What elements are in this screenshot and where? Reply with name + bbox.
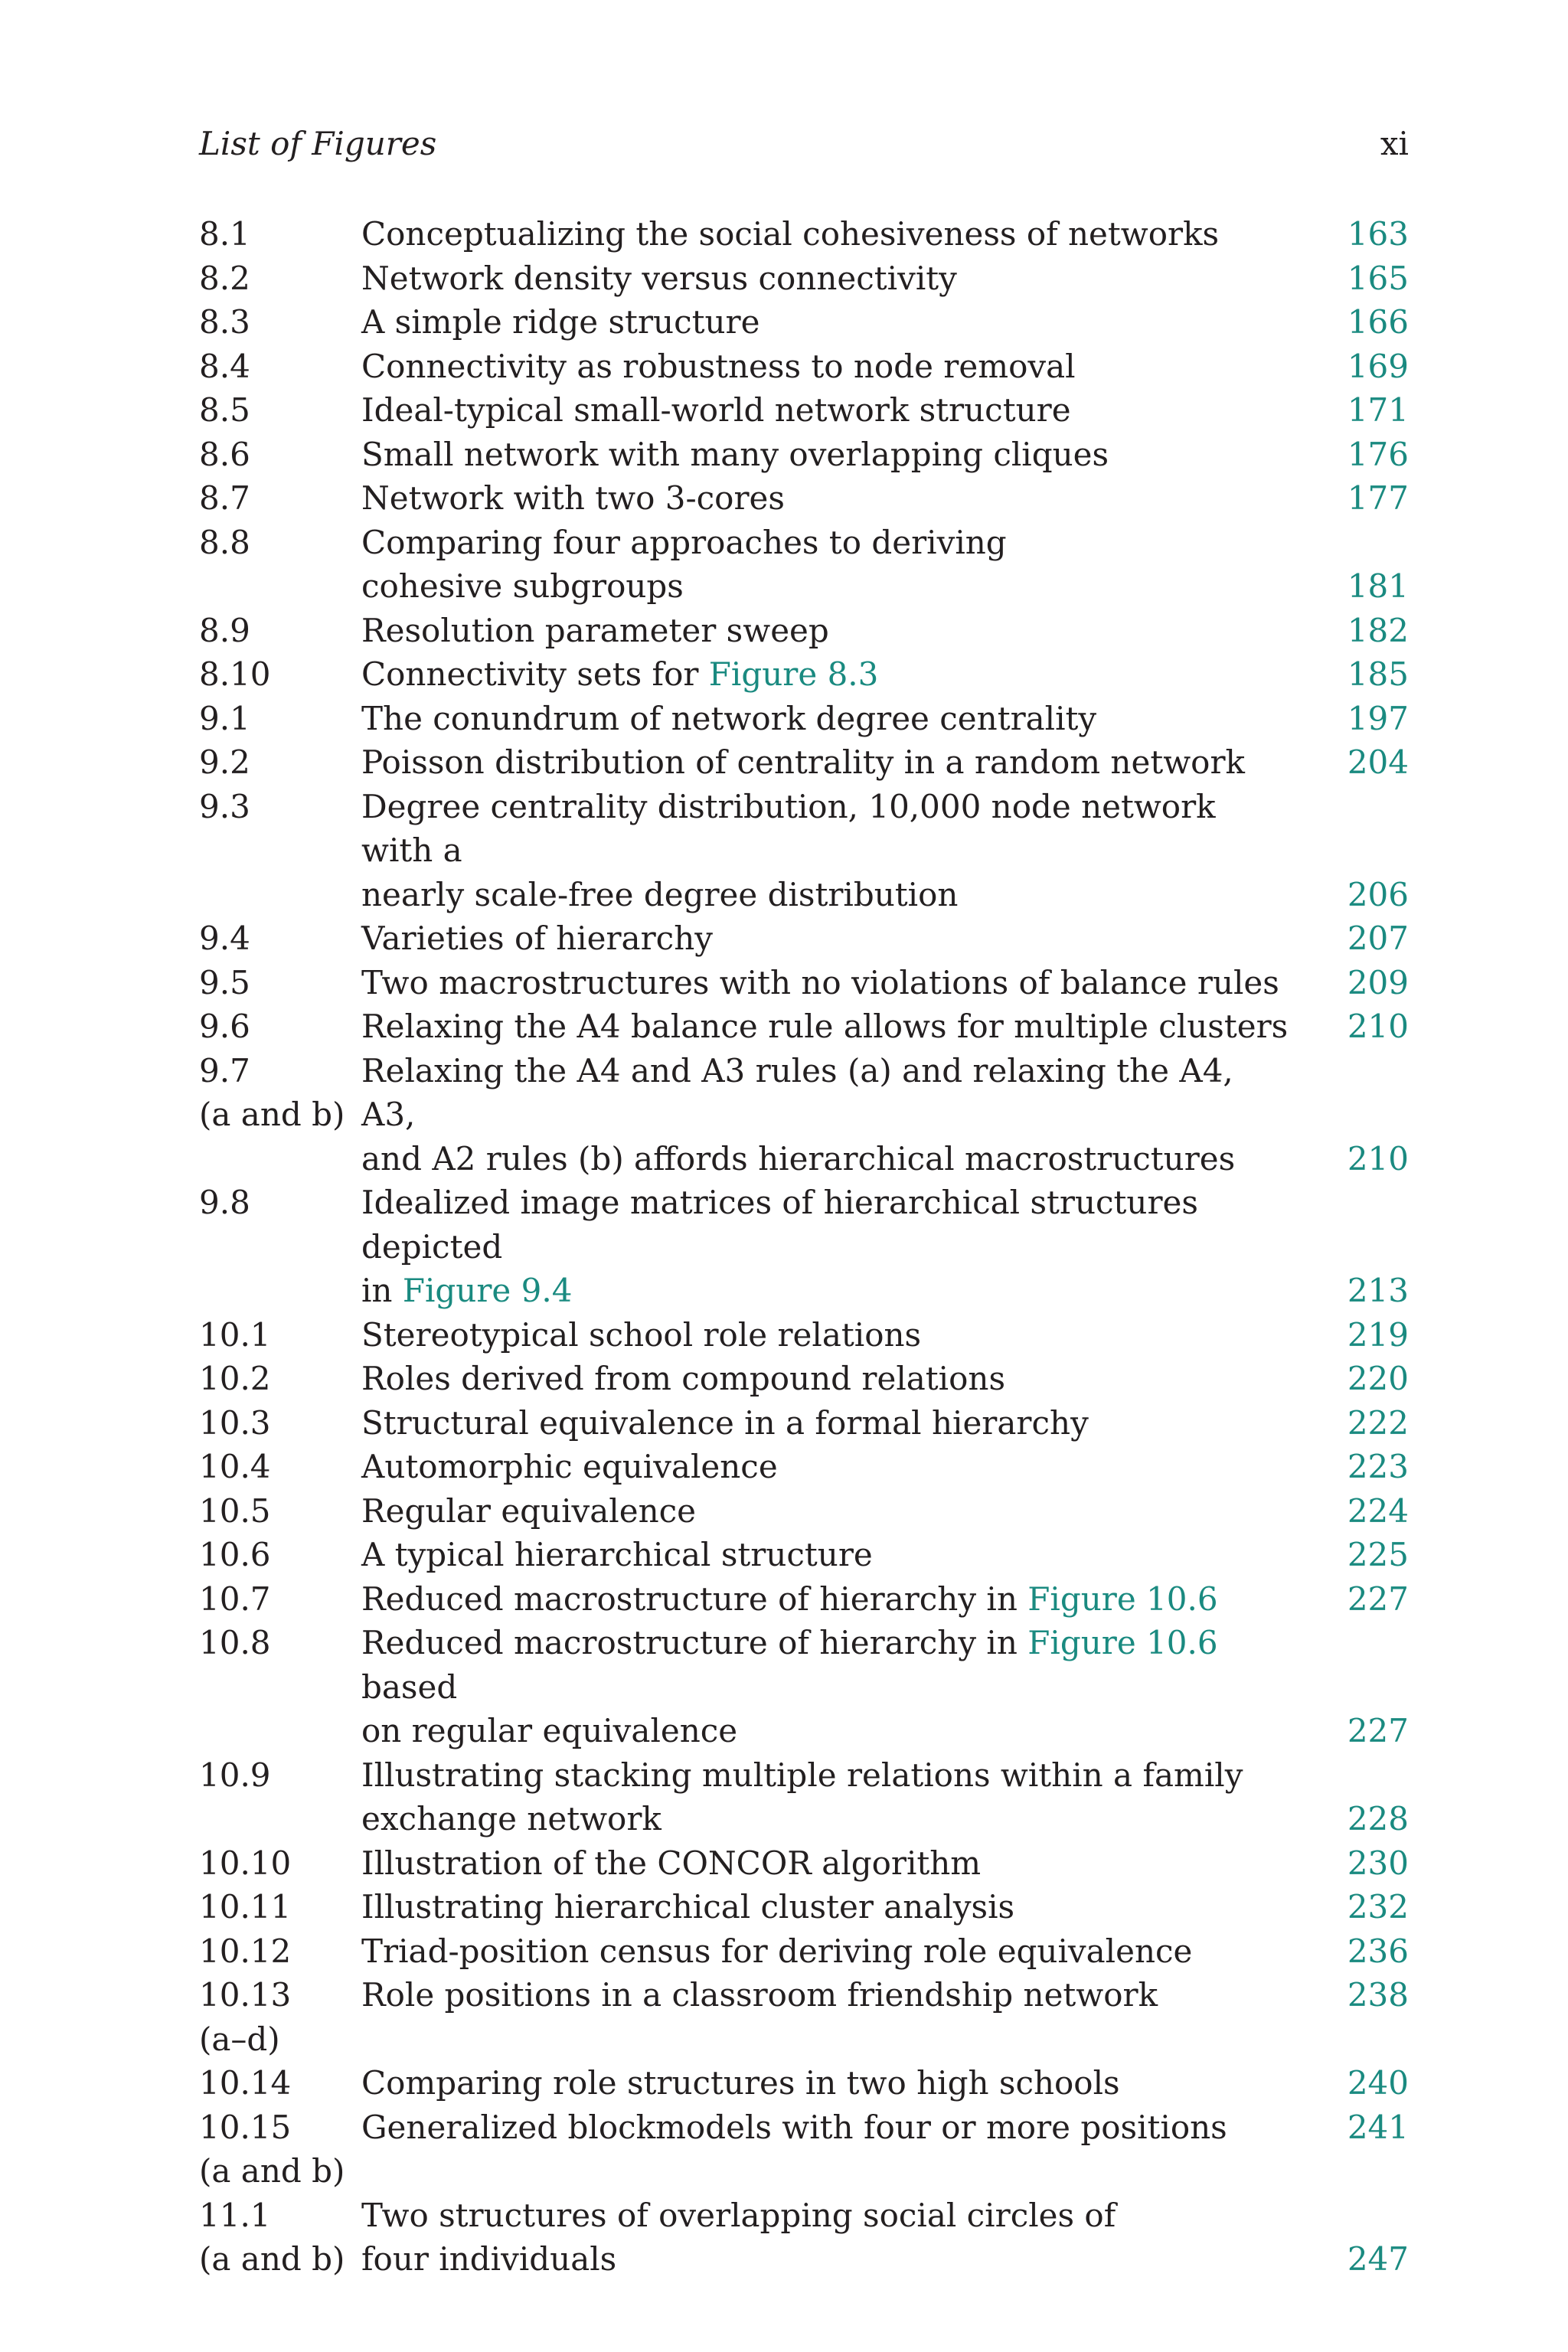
figure-title: [361, 2194, 1325, 2282]
figure-entry: [199, 1004, 1409, 1049]
figure-page-link[interactable]: 230: [1347, 1844, 1409, 1882]
figure-entry: [199, 1533, 1409, 1577]
figure-number: 10.3: [199, 1403, 271, 1442]
figure-page-link[interactable]: 236: [1347, 1932, 1409, 1970]
figure-page-link[interactable]: 181: [1347, 567, 1409, 605]
figure-page-link[interactable]: 240: [1347, 2064, 1409, 2102]
figure-title-text: nearly scale-free degree distribution: [361, 875, 959, 913]
figure-entry: [199, 1621, 1409, 1753]
figure-entry: [199, 1181, 1409, 1313]
figure-title-text: Network with two 3-cores: [361, 479, 785, 517]
figure-number: 8.5: [199, 391, 250, 429]
figure-entry: [199, 1049, 1409, 1181]
figure-entry: [199, 652, 1409, 697]
figure-title-text: on regular equivalence: [361, 1712, 738, 1749]
figure-title: [361, 1533, 1325, 1577]
figure-title: [361, 345, 1325, 389]
figure-page-link[interactable]: 223: [1347, 1448, 1409, 1485]
figure-page-link[interactable]: 224: [1347, 1491, 1409, 1530]
figure-cross-reference-link[interactable]: Figure 10.6: [1027, 1624, 1218, 1661]
figure-entry: [199, 961, 1409, 1005]
figure-title-text: The conundrum of network degree centrality: [361, 699, 1097, 737]
figure-number: 11.1 (a and b): [199, 2196, 345, 2278]
figure-number: 9.4: [199, 920, 250, 957]
figure-number: 10.4: [199, 1448, 271, 1485]
figure-number: 9.2: [199, 743, 250, 781]
figure-entry: [199, 433, 1409, 477]
figure-page-link[interactable]: 176: [1347, 435, 1409, 473]
figure-page-link[interactable]: 182: [1347, 611, 1409, 649]
figure-cross-reference-link[interactable]: Figure 8.3: [708, 655, 879, 693]
figure-page-link[interactable]: 209: [1347, 963, 1409, 1001]
figure-title-text: Two structures of overlapping social circles of: [361, 2196, 1116, 2234]
figure-entry: [199, 388, 1409, 433]
figure-title: [361, 785, 1325, 917]
figure-title-text: Relaxing the A4 and A3 rules (a) and relaxing the A4, A3,: [361, 1051, 1233, 1133]
figure-page-link[interactable]: 232: [1347, 1888, 1409, 1926]
figure-page-link[interactable]: 185: [1347, 655, 1409, 693]
figure-entry: [199, 345, 1409, 389]
figure-title: [361, 1049, 1325, 1181]
figure-number: 9.5: [199, 963, 250, 1001]
figure-title: [361, 212, 1325, 256]
figure-number: 10.9: [199, 1756, 271, 1794]
figure-number: 8.10: [199, 655, 271, 693]
figure-title: [361, 697, 1325, 741]
figure-page-link[interactable]: 219: [1347, 1315, 1409, 1354]
figure-title-text: Regular equivalence: [361, 1491, 697, 1530]
figure-title-text: Connectivity as robustness to node removal: [361, 347, 1076, 385]
figure-title-text: Two macrostructures with no violations of balance rules: [361, 963, 1279, 1001]
figure-title: [361, 609, 1325, 653]
figure-title-text: Illustrating stacking multiple relations within a family: [361, 1756, 1243, 1794]
figure-number: 10.2: [199, 1360, 271, 1397]
figure-entry: [199, 300, 1409, 345]
figure-title-text: Structural equivalence in a formal hierarchy: [361, 1403, 1089, 1442]
figure-title: [361, 2105, 1325, 2150]
figure-number: 10.13 (a–d): [199, 1976, 292, 2058]
figure-entry: [199, 1357, 1409, 1401]
figure-title-text: A typical hierarchical structure: [361, 1536, 873, 1573]
figure-title-text: Illustrating hierarchical cluster analysis: [361, 1888, 1015, 1926]
figure-number: 10.15 (a and b): [199, 2108, 345, 2190]
figure-page-link[interactable]: 210: [1347, 1139, 1409, 1178]
figure-entry: [199, 2061, 1409, 2105]
figure-number: 8.8: [199, 523, 250, 561]
figure-title-text: Idealized image matrices of hierarchical structures depicted: [361, 1184, 1198, 1266]
figure-entry: [199, 1753, 1409, 1841]
figure-title: [361, 1313, 1325, 1357]
figure-title-text: Network density versus connectivity: [361, 259, 957, 297]
list-of-figures: [199, 212, 1409, 2282]
figure-title-text: Comparing role structures in two high schools: [361, 2064, 1120, 2102]
figure-title: [361, 256, 1325, 301]
figure-title-text: Comparing four approaches to deriving: [361, 523, 1007, 561]
figure-title-text: and A2 rules (b) affords hierarchical macrostructures: [361, 1139, 1236, 1178]
figure-title-text: exchange network: [361, 1800, 662, 1838]
figure-page-link[interactable]: 210: [1347, 1008, 1409, 1045]
figure-number: 10.10: [199, 1844, 292, 1882]
figure-title: [361, 961, 1325, 1005]
figure-title: [361, 1004, 1325, 1049]
figure-page-link[interactable]: 228: [1347, 1800, 1409, 1838]
figure-number: 9.6: [199, 1008, 250, 1045]
figure-title-text: in: [361, 1272, 403, 1309]
figure-entry: [199, 1489, 1409, 1534]
figure-title-text: based: [361, 1668, 458, 1706]
figure-title-text: Reduced macrostructure of hierarchy in: [361, 1624, 1028, 1661]
figure-title-text: Generalized blockmodels with four or more positions: [361, 2108, 1227, 2146]
figure-title: [361, 1489, 1325, 1534]
figure-title-text: Varieties of hierarchy: [361, 920, 713, 957]
figure-title-text: Reduced macrostructure of hierarchy in: [361, 1579, 1028, 1618]
figure-entry: [199, 2105, 1409, 2194]
figure-entry: [199, 916, 1409, 961]
figure-title-text: Ideal-typical small-world network structure: [361, 391, 1071, 429]
figure-title-text: cohesive subgroups: [361, 567, 684, 605]
figure-page-link[interactable]: 241: [1347, 2108, 1409, 2146]
figure-number: 10.7: [199, 1579, 271, 1618]
figure-number: 8.3: [199, 303, 250, 341]
figure-title: [361, 2061, 1325, 2105]
figure-entry: [199, 1929, 1409, 1974]
figure-number: 8.1: [199, 215, 250, 253]
figure-title: [361, 1577, 1325, 1622]
running-head-title: List of Figures: [199, 125, 437, 162]
figure-entry: [199, 1401, 1409, 1446]
figure-number: 8.9: [199, 611, 250, 649]
figure-number: 10.14: [199, 2064, 292, 2102]
figure-title: [361, 916, 1325, 961]
figure-title-text: Role positions in a classroom friendship network: [361, 1976, 1158, 2014]
figure-title-text: Relaxing the A4 balance rule allows for multiple clusters: [361, 1008, 1289, 1045]
figure-number: 10.1: [199, 1315, 271, 1354]
figure-number: 10.12: [199, 1932, 292, 1970]
figure-title-text: Roles derived from compound relations: [361, 1360, 1006, 1397]
figure-title-text: Automorphic equivalence: [361, 1448, 778, 1485]
figure-entry: [199, 521, 1409, 609]
figure-title-text: Resolution parameter sweep: [361, 611, 829, 649]
running-head: [199, 121, 1409, 167]
figure-page-link[interactable]: 169: [1347, 347, 1409, 385]
figure-title: [361, 1973, 1325, 2017]
figure-title: [361, 1929, 1325, 1974]
figure-entry: [199, 785, 1409, 917]
figure-title-text: Connectivity sets for: [361, 655, 709, 693]
figure-page-link[interactable]: 177: [1347, 479, 1409, 517]
figure-title: [361, 388, 1325, 433]
figure-entry: [199, 476, 1409, 521]
figure-page-link[interactable]: 238: [1347, 1976, 1409, 2014]
running-head-page-number: xi: [1380, 125, 1409, 162]
figure-title: [361, 476, 1325, 521]
figure-entry: [199, 697, 1409, 741]
figure-title-text: Triad-position census for deriving role equivalence: [361, 1932, 1193, 1970]
figure-title: [361, 1841, 1325, 1886]
figure-entry: [199, 256, 1409, 301]
figure-page-link[interactable]: 197: [1347, 699, 1409, 737]
figure-number: 9.1: [199, 699, 250, 737]
figure-title: [361, 1401, 1325, 1446]
figure-title: [361, 1885, 1325, 1929]
figure-title: [361, 740, 1325, 785]
figure-title: [361, 1753, 1325, 1841]
figure-entry: [199, 1841, 1409, 1886]
figure-title: [361, 1357, 1325, 1401]
figure-number: 9.3: [199, 787, 250, 825]
figure-page-link[interactable]: 163: [1347, 215, 1409, 253]
figure-title: [361, 1181, 1325, 1313]
figure-title-text: Degree centrality distribution, 10,000 node network with a: [361, 787, 1216, 869]
figure-title-text: Stereotypical school role relations: [361, 1315, 922, 1354]
figure-number: 8.7: [199, 479, 250, 517]
figure-title: [361, 521, 1325, 609]
figure-title-text: Illustration of the CONCOR algorithm: [361, 1844, 982, 1882]
figure-entry: [199, 2194, 1409, 2282]
figure-title-text: Small network with many overlapping cliques: [361, 435, 1109, 473]
figure-page-link[interactable]: 166: [1347, 303, 1409, 341]
figure-number: 10.5: [199, 1491, 271, 1530]
figure-title-text: A simple ridge structure: [361, 303, 760, 341]
figure-page-link[interactable]: 247: [1347, 2240, 1409, 2278]
figure-entry: [199, 1445, 1409, 1489]
figure-title-text: four individuals: [361, 2240, 617, 2278]
figure-title-text: Poisson distribution of centrality in a random network: [361, 743, 1245, 781]
figure-page-link[interactable]: 225: [1347, 1536, 1409, 1573]
figure-page-link[interactable]: 227: [1347, 1579, 1409, 1618]
figure-entry: [199, 1577, 1409, 1622]
figure-cross-reference-link[interactable]: Figure 10.6: [1027, 1579, 1218, 1618]
figure-title: [361, 433, 1325, 477]
figure-title: [361, 1445, 1325, 1489]
figure-title: [361, 652, 1325, 697]
figure-page-link[interactable]: 222: [1347, 1403, 1409, 1442]
figure-page-link[interactable]: 213: [1347, 1272, 1409, 1309]
figure-number: 9.7 (a and b): [199, 1051, 345, 1133]
figure-entry: [199, 212, 1409, 256]
figure-page-link[interactable]: 227: [1347, 1712, 1409, 1749]
figure-number: 9.8: [199, 1184, 250, 1221]
figure-entry: [199, 1313, 1409, 1357]
figure-entry: [199, 1973, 1409, 2061]
figure-page-link[interactable]: 207: [1347, 920, 1409, 957]
figure-page-link[interactable]: 204: [1347, 743, 1409, 781]
figure-number: 8.4: [199, 347, 250, 385]
figure-entry: [199, 609, 1409, 653]
figure-number: 8.6: [199, 435, 250, 473]
figure-title: [361, 300, 1325, 345]
figure-title-text: Conceptualizing the social cohesiveness of networks: [361, 215, 1220, 253]
figure-number: 8.2: [199, 259, 250, 297]
figure-number: 10.11: [199, 1888, 292, 1926]
figure-number: 10.6: [199, 1536, 271, 1573]
figure-entry: [199, 1885, 1409, 1929]
figure-title: [361, 1621, 1325, 1753]
figure-page-link[interactable]: 165: [1347, 259, 1409, 297]
figure-entry: [199, 740, 1409, 785]
figure-page-link[interactable]: 220: [1347, 1360, 1409, 1397]
figure-cross-reference-link[interactable]: Figure 9.4: [402, 1272, 573, 1309]
figure-number: 10.8: [199, 1624, 271, 1661]
figure-page-link[interactable]: 206: [1347, 875, 1409, 913]
figure-page-link[interactable]: 171: [1347, 391, 1409, 429]
